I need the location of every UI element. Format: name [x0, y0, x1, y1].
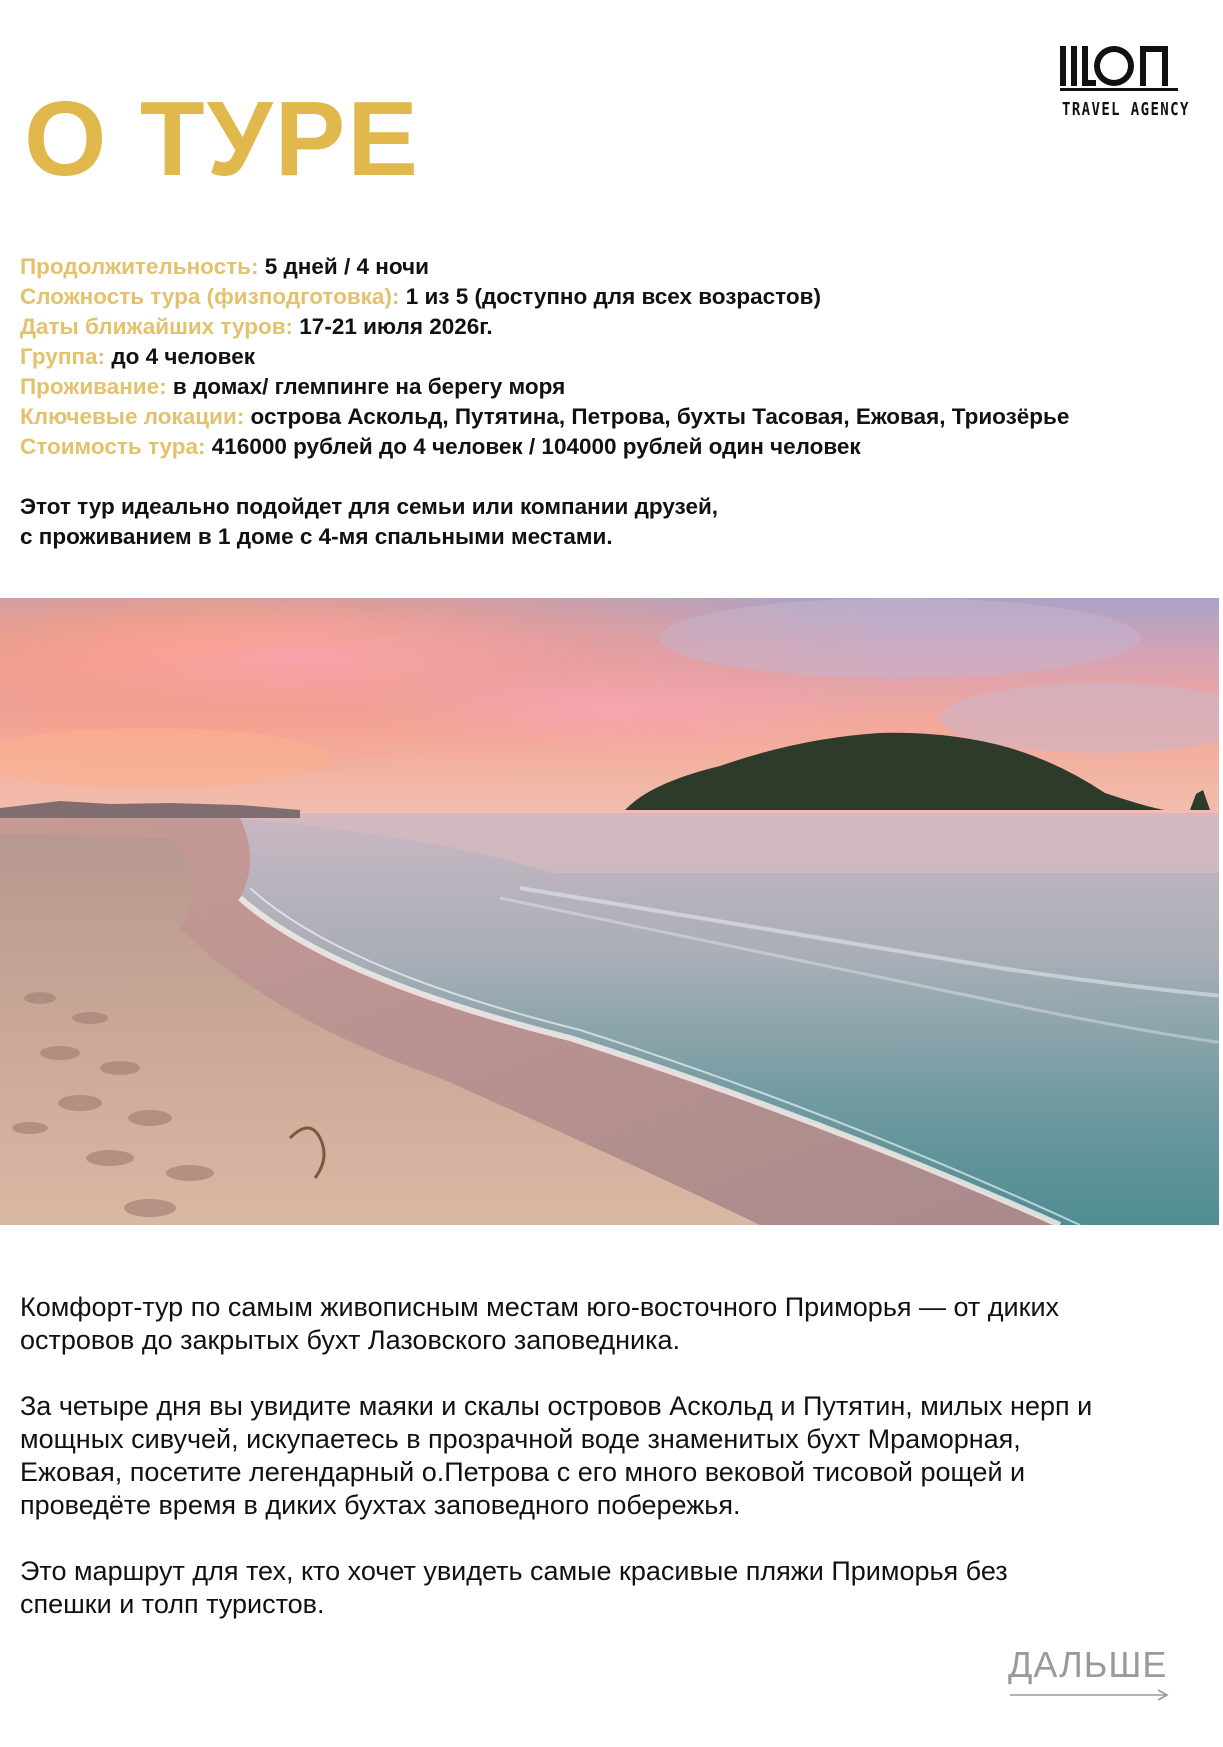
next-label: ДАЛЬШЕ: [1008, 1644, 1168, 1685]
info-label: Продолжительность:: [20, 254, 259, 279]
info-dates: [20, 312, 1215, 342]
info-label: Проживание:: [20, 374, 167, 399]
page-title: О ТУРЕ: [24, 80, 420, 198]
description-line: За четыре дня вы увидите маяки и скалы островов Аскольд и Путятин, милых нерп и: [20, 1391, 1093, 1421]
intro-line: Этот тур идеально подойдет для семьи или компании друзей,: [20, 494, 719, 519]
info-label: Даты ближайших туров:: [20, 314, 294, 339]
info-value: до 4 человек: [111, 344, 255, 369]
info-label: Стоимость тура:: [20, 434, 206, 459]
logo: [1060, 44, 1190, 124]
description-line: Ежовая, посетите легендарный о.Петрова с его много вековой тисовой рощей и: [20, 1457, 1026, 1487]
info-value: 5 дней / 4 ночи: [264, 254, 429, 279]
info-group: [20, 342, 1215, 372]
info-value: 416000 рублей до 4 человек / 104000 рублей один человек: [211, 434, 861, 459]
arrow-right-icon: [1010, 1688, 1170, 1702]
info-difficulty: [20, 282, 1215, 312]
intro-text: [20, 492, 718, 552]
tour-info-list: [20, 252, 1215, 462]
logo-subtitle: TRAVEL AGENCY: [1062, 100, 1190, 120]
info-value: в домах/ глемпинге на берегу моря: [172, 374, 566, 399]
info-label: Ключевые локации:: [20, 404, 245, 429]
edge-strip: [1219, 0, 1223, 1747]
info-value: острова Аскольд, Путятина, Петрова, бухты Тасовая, Ежовая, Триозёрье: [250, 404, 1070, 429]
tour-description: [20, 1291, 1200, 1654]
description-line: Это маршрут для тех, кто хочет увидеть самые красивые пляжи Приморья без: [20, 1556, 1008, 1586]
beach-sunset-photo: [0, 598, 1223, 1225]
description-paragraph: [20, 1555, 1200, 1621]
info-accommodation: [20, 372, 1215, 402]
info-locations: [20, 402, 1215, 432]
description-paragraph: [20, 1291, 1200, 1357]
info-value: 17-21 июля 2026г.: [299, 314, 493, 339]
description-paragraph: [20, 1390, 1200, 1522]
ilion-logo-icon: [1060, 44, 1180, 92]
info-label: Сложность тура (физподготовка):: [20, 284, 400, 309]
description-line: Комфорт-тур по самым живописным местам юго-восточного Приморья — от диких: [20, 1292, 1060, 1322]
description-line: проведёте время в диких бухтах заповедного побережья.: [20, 1490, 741, 1520]
description-line: островов до закрытых бухт Лазовского заповедника.: [20, 1325, 681, 1355]
intro-line: с проживанием в 1 доме с 4-мя спальными местами.: [20, 524, 613, 549]
description-line: мощных сивучей, искупаетесь в прозрачной воде знаменитых бухт Мраморная,: [20, 1424, 1021, 1454]
description-line: спешки и толп туристов.: [20, 1589, 325, 1619]
next-button[interactable]: [1008, 1644, 1168, 1708]
info-price: [20, 432, 1215, 462]
info-value: 1 из 5 (доступно для всех возрастов): [405, 284, 821, 309]
info-duration: [20, 252, 1215, 282]
info-label: Группа:: [20, 344, 106, 369]
